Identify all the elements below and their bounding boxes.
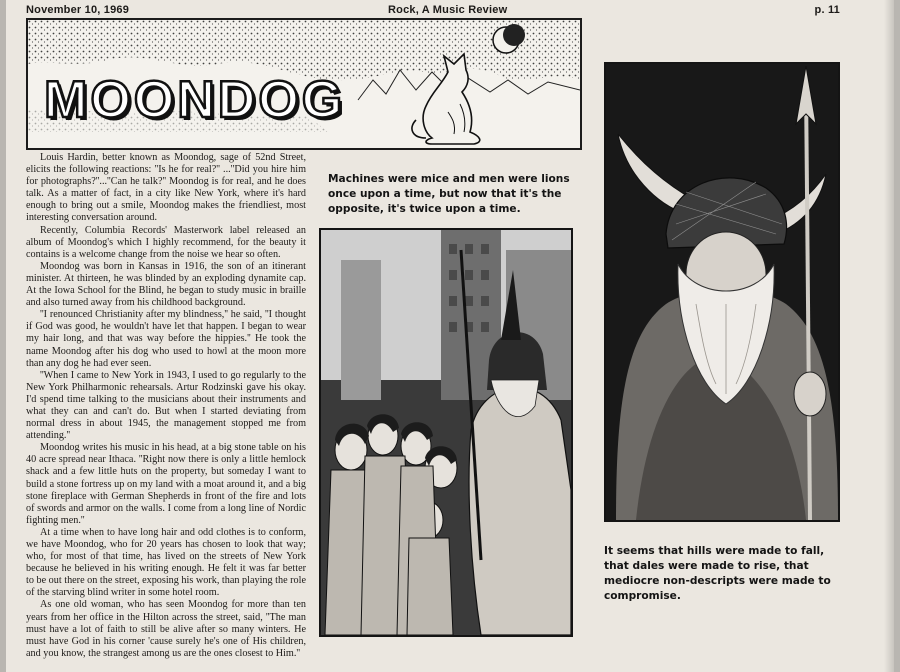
article-paragraph: As one old woman, who has seen Moondog for more than ten years from her office in the Hilton across the street, said, ''The man must have a lot of faith to still be alive after so many winters. He must have God in his corner 'cause surely he's one of His children, and you know, the strangest among us are the ones closest to Him.'' — [26, 599, 306, 659]
photo-moondog-portrait-with-spear — [604, 62, 840, 522]
article-paragraph: ''I renounced Christianity after my blindness,'' he said, ''I thought if God was good, he wouldn't have let that happen. I began to wear my hair long, and that was way before the hippies.'' He took the name Moondog after his dog who used to howl at the moon more than any dog he had ever seen. — [26, 309, 306, 369]
pull-quote-top: Machines were mice and men were lions once upon a time, but now that it's the opposite, it's twice upon a time. — [328, 173, 570, 215]
photo-moondog-with-children — [319, 228, 573, 637]
article-paragraph: ''When I came to New York in 1943, I used to go regularly to the New York Philharmonic rehearsals. Artur Rodzinski gave his okay. I'd spend time talking to the musicians about their instruments and what they can and can't do. But when I started deviating from normal dress in about 1945, the management stopped me from attending.'' — [26, 369, 306, 442]
article-paragraph: At a time when to have long hair and odd clothes is to conform, we have Moondog, who for 20 years has chosen to look that way; who, for most of that time, has lived on the streets of New York because he believed in his writing enough. He felt it was far better to be out there on the street, exposing his work, than playing the role of the starving blind writer in some hotel room. — [26, 526, 306, 599]
pull-quote-bottom: It seems that hills were made to fall, that dales were made to rise, that mediocre non-descripts were made to compromise. — [604, 545, 831, 602]
newspaper-page — [6, 0, 894, 672]
article-paragraph: Moondog writes his music in his head, at a big stone table on his 40 acre spread near Ithaca. ''Right now there is only a little hemlock shack and a few little huts on the property, but someday I want to build a stone fortress up on my land with a moat around it, and a big stone fireplace with German Shepherds in front of the fire and lots of swords and armor on the walls. I come from a long line of Nordic fighting men.'' — [26, 442, 306, 526]
issue-date: November 10, 1969 — [26, 4, 130, 16]
article-paragraph: Louis Hardin, better known as Moondog, sage of 52nd Street, elicits the following reactions: ''Is he for real?'' ...''Did you hire him for photographs?''...''Can he talk?'' Moondog is for real, and he does talk. As a matter of fact, in a city like New York, where it's hard enough to bring out a smile, Moondog makes the friendliest, most interesting conversation around. — [26, 152, 306, 224]
article-body — [26, 152, 306, 672]
article-paragraph: Recently, Columbia Records' Masterwork label released an album of Moondog's which I highly recommend, for the beauty it contains is a welcome change from the noise we hear so often. — [26, 224, 306, 260]
page-number: p. 11 — [814, 4, 840, 16]
title-banner — [26, 18, 582, 150]
publication-name: Rock, A Music Review — [388, 4, 508, 16]
page-title: MOONDOG — [44, 71, 346, 129]
article-paragraph: Moondog was born in Kansas in 1916, the son of an itinerant minister. At thirteen, he was blinded by an exploding dynamite cap. At the Iowa School for the Blind, he began to study music in braille and also turned away from his childhood background. — [26, 260, 306, 309]
